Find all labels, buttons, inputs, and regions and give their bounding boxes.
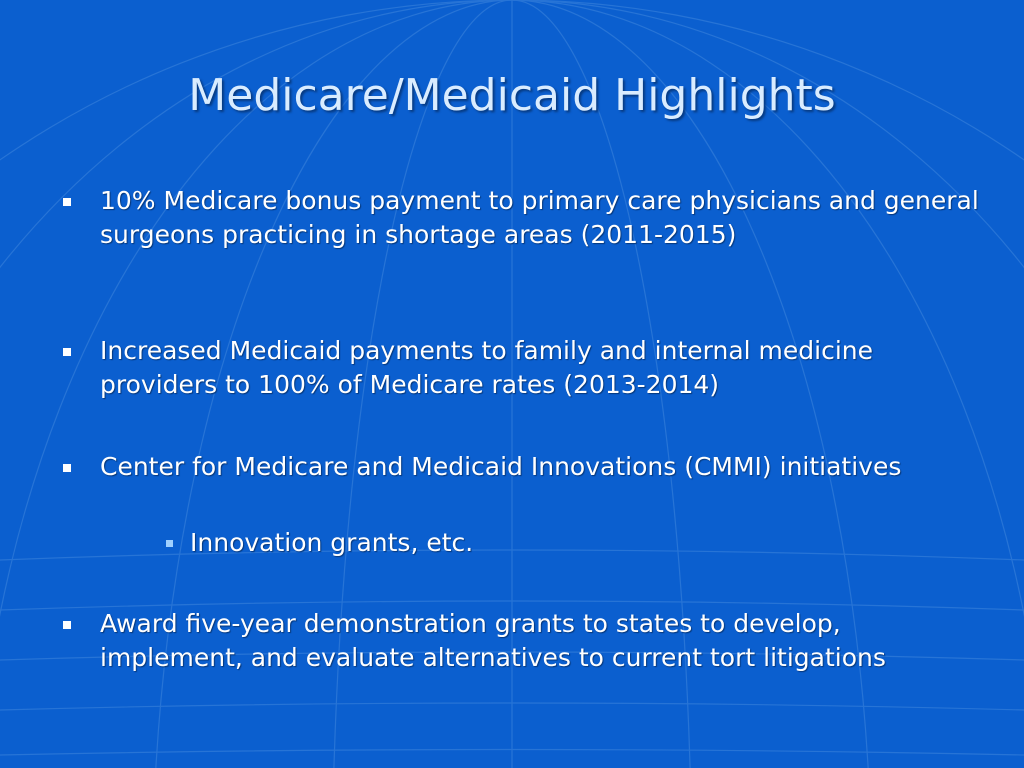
square-bullet-icon (63, 198, 71, 206)
bullet-item (100, 184, 980, 252)
bullet-item (100, 334, 980, 402)
bullet-text: Award five-year demonstration grants to states to develop, implement, and evaluate alternatives to current tort litigations (100, 609, 886, 672)
bullet-item (100, 450, 920, 484)
slide-title: Medicare/Medicaid Highlights (188, 70, 836, 121)
square-bullet-icon (166, 540, 173, 547)
sub-bullet-item (190, 526, 950, 560)
square-bullet-icon (63, 621, 71, 629)
square-bullet-icon (63, 348, 71, 356)
sub-bullet-text: Innovation grants, etc. (190, 528, 474, 557)
bullet-item (100, 607, 980, 675)
bullet-text: Increased Medicaid payments to family and internal medicine providers to 100% of Medicare rates (2013-2014) (100, 336, 874, 399)
bullet-text: Center for Medicare and Medicaid Innovations (CMMI) initiatives (100, 452, 902, 481)
bullet-text: 10% Medicare bonus payment to primary care physicians and general surgeons practicing in shortage areas (2011-2015) (100, 186, 979, 249)
square-bullet-icon (63, 464, 71, 472)
